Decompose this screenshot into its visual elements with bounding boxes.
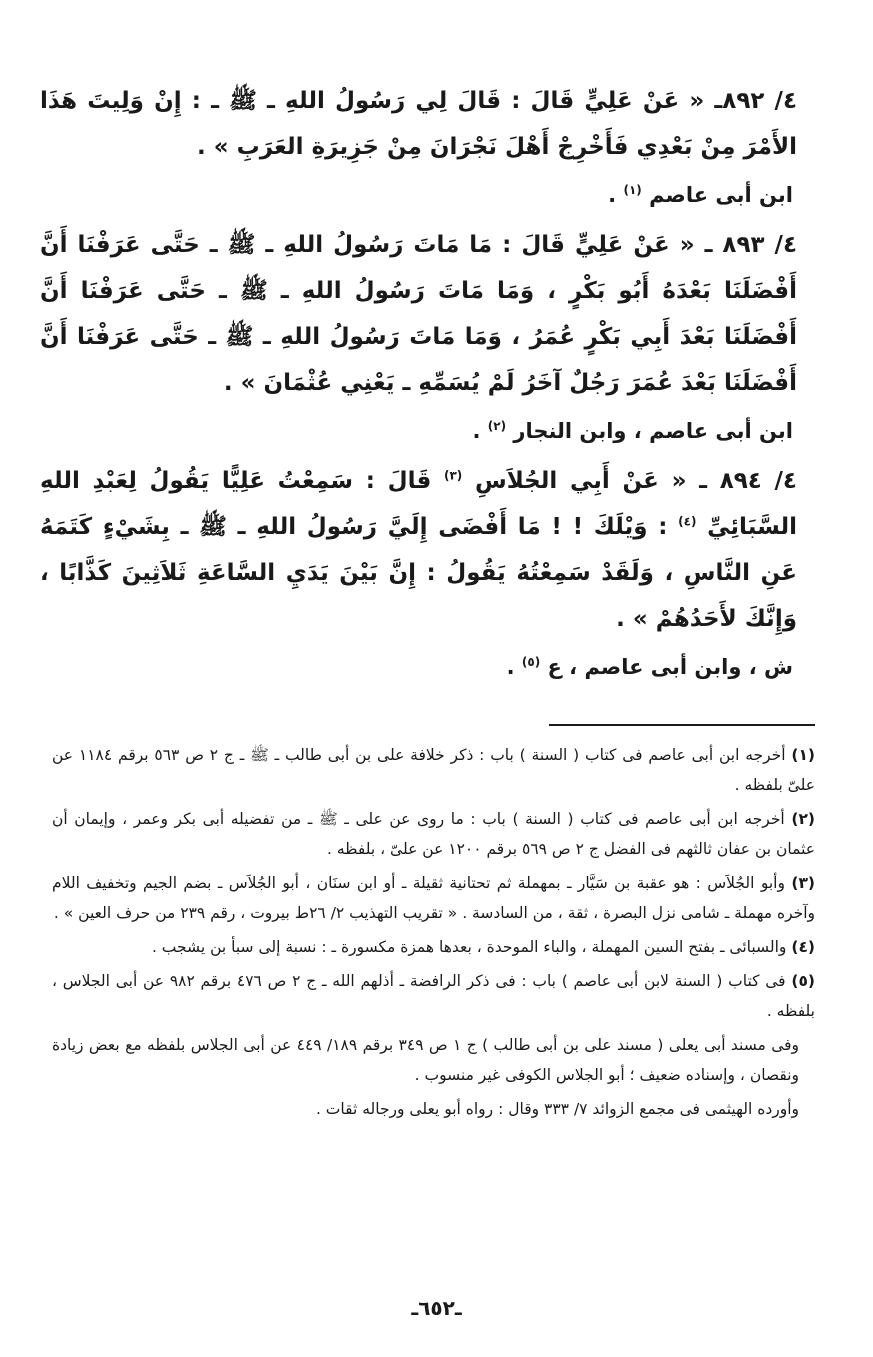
footnote-5-continuation: وأورده الهيثمى فى مجمع الزوائد ٧/ ٣٣٣ وقال : رواه أبو يعلى ورجاله ثقات . <box>315 1100 799 1118</box>
source-text: ابن أبى عاصم ، وابن النجار <box>513 419 793 443</box>
footnote-ref[interactable]: (١) <box>623 183 642 197</box>
footnote-divider <box>549 724 815 726</box>
source-end: . <box>608 183 617 207</box>
hadith-894 <box>40 458 797 642</box>
footnote-ref[interactable]: (٤) <box>678 514 697 529</box>
hadith-894-part-3: : وَيْلَكَ ! ! مَا أَفْضَى إِلَيَّ رَسُولُ اللهِ ـ ﷺ ـ بِشَيْءٍ كَتَمَهُ عَنِ النَّاسِ ، وَلَقَدْ سَمِعْتُهُ يَقُولُ : إِنَّ بَيْنَ يَدَيِ السَّاعَةِ ثَلاَثِينَ كَذَّابًا ، وَإِنَّكَ لأَحَدُهُمْ » . <box>40 514 797 632</box>
footnote-1 <box>52 740 815 800</box>
footnote-ref[interactable]: (٥) <box>521 655 541 669</box>
page-number: ـ٦٥٢ـ <box>411 1296 462 1320</box>
footnote-number: (٢) <box>791 810 815 828</box>
footnote-text: أخرجه ابن أبى عاصم فى كتاب ( السنة ) باب : ما روى عن على ـ ﷺ ـ من تفضيله أبى بكر وعمر ، وإيمان أن عثمان بن عفان ثالثهم فى الفضل ج ٢ ص ٥٦٩ برقم ١٢٠٠ عن علىّ ، بلفظه . <box>52 810 815 858</box>
footnote-ref[interactable]: (٣) <box>443 468 463 483</box>
footnotes <box>52 740 815 1128</box>
hadith-894-part-1: ٤/ ٨٩٤ ـ « عَنْ أَبِي الجُلاَسِ <box>474 468 797 494</box>
hadith-893: ٤/ ٨٩٣ ـ « عَنْ عَلِيٍّ قَالَ : مَا مَاتَ رَسُولُ اللهِ ـ ﷺ ـ حَتَّى عَرَفْنَا أَنَّ أَفْضَلَنَا بَعْدَهُ أَبُو بَكْرٍ ، وَمَا مَاتَ رَسُولُ اللهِ ـ ﷺ ـ حَتَّى عَرَفْنَا أَنَّ أَفْضَلَنَا بَعْدَ أَبِي بَكْرٍ عُمَرُ ، وَمَا مَاتَ رَسُولُ اللهِ ـ ﷺ ـ حَتَّى عَرَفْنَا أَنَّ أَفْضَلَنَا بَعْدَ عُمَرَ رَجُلٌ آخَرُ لَمْ يُسَمِّهِ ـ يَعْنِي عُثْمَانَ » . <box>40 232 797 396</box>
footnote-number: (٥) <box>791 972 816 990</box>
footnote-3 <box>52 868 815 928</box>
footnote-text: وأبو الجُلاَس : هو عقبة بن سَيَّار ـ بمهملة ثم تحتانية ثقيلة ـ أو ابن سنَان ، أبو الجُلاَس ـ بضم الجيم وتخفيف اللام وآخره مهملة ـ شامى نزل البصرة ، ثقة ، من السادسة . « تقريب التهذيب ٢/ ٢٦ط بيروت ، رقم ٢٣٩ من حرف العين » . <box>52 874 815 922</box>
footnote-number: (١) <box>791 746 815 764</box>
main-text <box>40 78 797 694</box>
source-text: ابن أبى عاصم <box>649 183 793 207</box>
hadith-892: ٤/ ٨٩٢ـ « عَنْ عَلِيٍّ قَالَ : قَالَ لِي رَسُولُ اللهِ ـ ﷺ ـ : إِنْ وَلِيتَ هَذَا الأَمْرَ مِنْ بَعْدِي فَأَخْرِجْ أَهْلَ نَجْرَانَ مِنْ جَزِيرَةِ العَرَبِ » . <box>40 88 797 160</box>
footnote-text: فى كتاب ( السنة لابن أبى عاصم ) باب : فى ذكر الرافضة ـ أذلهم الله ـ ج ٢ ص ٤٧٦ برقم ٩٨٢ عن أبى الجلاس ، بلفظه . <box>52 972 815 1020</box>
hadith-892-source <box>40 174 797 216</box>
footnote-number: (٤) <box>791 938 815 956</box>
footnote-5 <box>52 966 815 1026</box>
footnote-ref[interactable]: (٢) <box>487 419 507 433</box>
hadith-894-part-2: قَالَ : سَمِعْتُ عَلِيًّا يَقُولُ لِعَبْدِ اللهِ السَّبَائِيِّ <box>40 468 798 540</box>
footnote-text: والسبائى ـ بفتح السين المهملة ، والباء الموحدة ، بعدها همزة مكسورة ـ : نسبة إلى سبأ بن يشجب . <box>151 938 787 956</box>
footnote-text: أخرجه ابن أبى عاصم فى كتاب ( السنة ) باب : ذكر خلافة على بن أبى طالب ـ ﷺ ـ ج ٢ ص ٥٦٣ برقم ١١٨٤ عن علىّ بلفظه . <box>52 746 815 794</box>
source-end: . <box>506 655 515 679</box>
footnote-4 <box>52 932 815 962</box>
footnote-number: (٣) <box>791 874 815 892</box>
footnote-2 <box>52 804 815 864</box>
hadith-893-source <box>40 410 797 452</box>
source-end: . <box>472 419 481 443</box>
hadith-894-source <box>40 646 797 688</box>
source-text: ش ، وابن أبى عاصم ، ع <box>547 655 793 679</box>
footnote-5-continuation: وفى مسند أبى يعلى ( مسند على بن أبى طالب ) ج ١ ص ٣٤٩ برقم ١٨٩/ ٤٤٩ عن أبى الجلاس بلفظه مع بعض زيادة ونقصان ، وإسناده ضعيف ؛ أبو الجلاس الكوفى غير منسوب . <box>52 1036 800 1084</box>
